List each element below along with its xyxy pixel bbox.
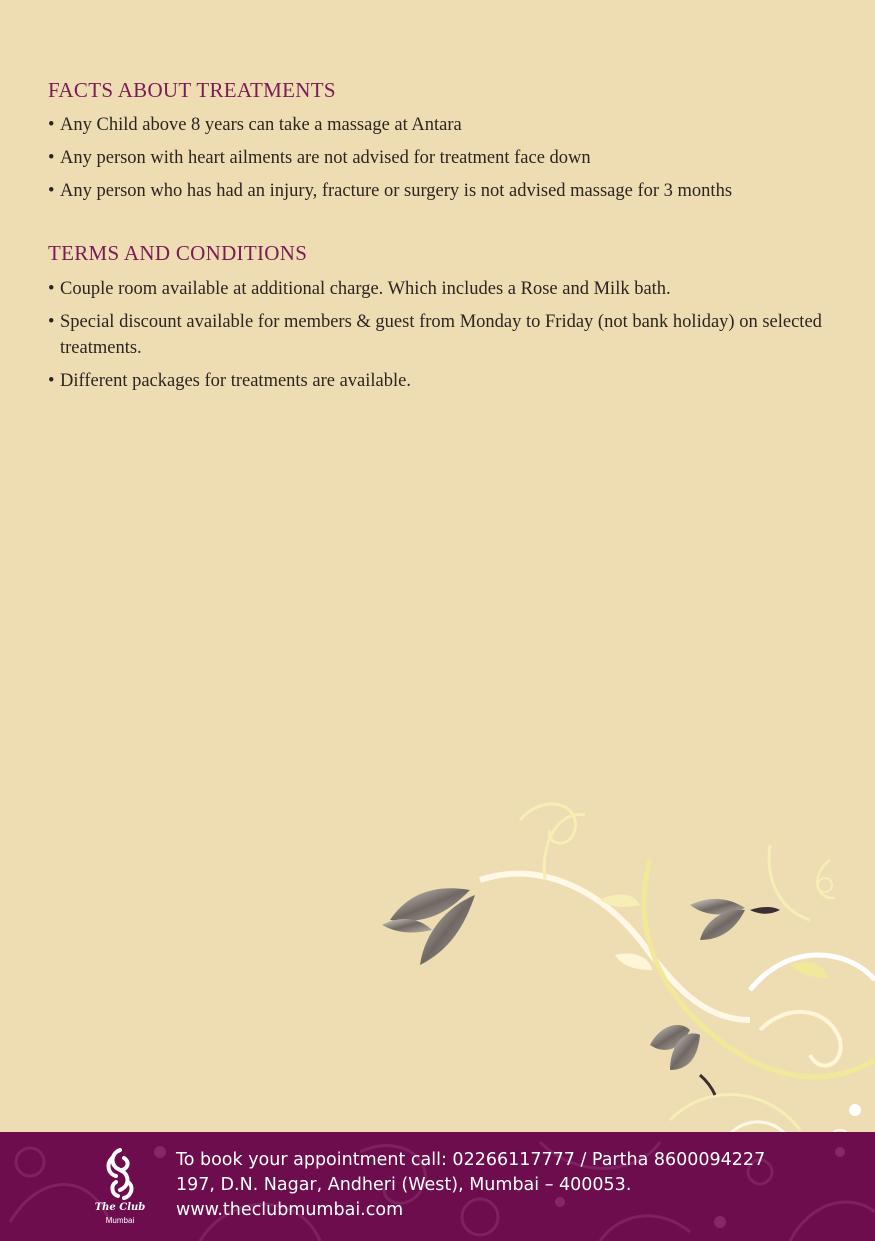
logo-emblem-icon bbox=[88, 1144, 152, 1204]
floral-decoration bbox=[370, 790, 875, 1150]
terms-list bbox=[48, 276, 838, 394]
facts-section bbox=[48, 78, 732, 211]
website-link[interactable]: www.theclubmumbai.com bbox=[176, 1200, 404, 1220]
logo-city: Mumbai bbox=[105, 1216, 135, 1225]
list-item: • Any Child above 8 years can take a massage at Antara bbox=[48, 112, 732, 138]
list-item: • Special discount available for members & guest from Monday to Friday (not bank holiday) on selected treatments. bbox=[48, 309, 838, 361]
address-line: 197, D.N. Nagar, Andheri (West), Mumbai – 400053. bbox=[176, 1175, 632, 1195]
terms-heading: TERMS AND CONDITIONS bbox=[48, 241, 308, 265]
facts-heading: FACTS ABOUT TREATMENTS bbox=[48, 78, 336, 102]
club-logo bbox=[88, 1144, 152, 1236]
terms-section bbox=[48, 241, 838, 401]
list-item: • Different packages for treatments are available. bbox=[48, 368, 838, 394]
list-item: • Any person with heart ailments are not advised for treatment face down bbox=[48, 145, 732, 171]
logo-name: The Club bbox=[94, 1202, 146, 1213]
footer-bar bbox=[0, 1132, 875, 1241]
list-item: • Any person who has had an injury, fracture or surgery is not advised massage for 3 months bbox=[48, 178, 732, 204]
list-item: • Couple room available at additional charge. Which includes a Rose and Milk bath. bbox=[48, 276, 838, 302]
contact-info bbox=[176, 1148, 765, 1223]
facts-list bbox=[48, 112, 732, 204]
booking-phone-line: To book your appointment call: 02266117777 / Partha 8600094227 bbox=[176, 1150, 766, 1170]
